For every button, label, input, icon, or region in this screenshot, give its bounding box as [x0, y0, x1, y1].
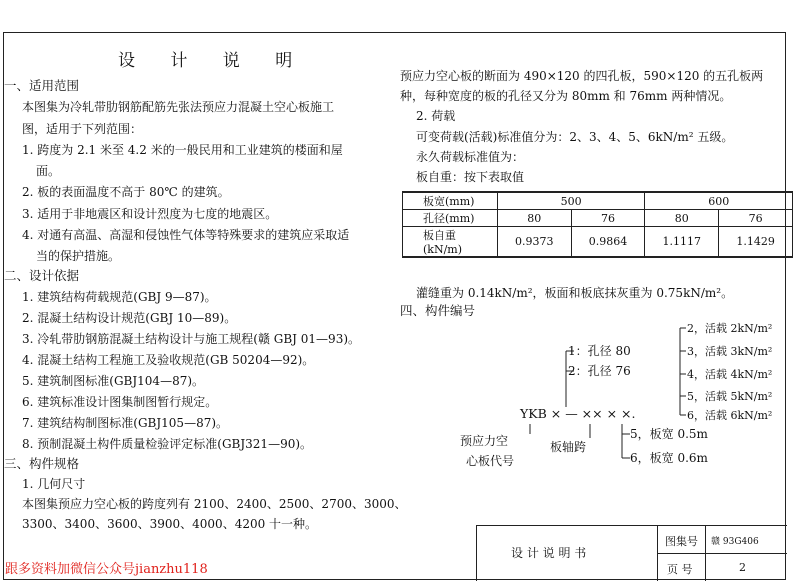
- table-row-label: 板宽(mm): [403, 192, 498, 210]
- section1-item: 当的保护措施。: [36, 249, 121, 263]
- span-label: 板轴跨: [550, 440, 587, 454]
- page-number-value: 2: [739, 561, 746, 574]
- section2-heading: 二、设计依据: [4, 268, 80, 283]
- section1-item: 3. 适用于非地震区和设计烈度为七度的地震区。: [22, 207, 278, 221]
- page-number-label: 页 号: [667, 563, 693, 576]
- section1-item: 1. 跨度为 2.1 米至 4.2 米的一般民用和工业建筑的楼面和屋: [22, 143, 343, 157]
- hole-76-label: 2：孔径 76: [568, 364, 631, 378]
- table-cell: 1.1429: [719, 227, 793, 258]
- table-cell: 600: [645, 192, 793, 210]
- width-06-label: 6，板宽 0.6m: [630, 451, 708, 465]
- table-row-label: 板自重(kN/m): [403, 227, 498, 258]
- code-label-line1: 预应力空: [460, 434, 509, 448]
- table-cell: 500: [497, 192, 645, 210]
- live-load-text: 可变荷载(活载)标准值分为：2、3、4、5、6kN/m² 五级。: [416, 130, 734, 144]
- table-cell: 0.9864: [571, 227, 645, 258]
- section3-paragraph-line2: 3300、3400、3600、3900、4000、4200 十一种。: [22, 517, 318, 531]
- hole-80-label: 1：孔径 80: [568, 344, 631, 358]
- table-row-label: 孔径(mm): [403, 210, 498, 227]
- section2-item: 1. 建筑结构荷载规范(GBJ 9—87)。: [22, 290, 217, 304]
- table-cell: 0.9373: [497, 227, 571, 258]
- live-load-option: 2，活载 2kN/m²: [687, 322, 773, 335]
- table-cell: 80: [645, 210, 719, 227]
- grout-weight-text: 灌缝重为 0.14kN/m²，板面和板底抹灰重为 0.75kN/m²。: [416, 286, 734, 300]
- component-code: YKB × — ×× × ×.: [520, 406, 636, 421]
- code-label-line2: 心板代号: [466, 454, 515, 468]
- page-title: 设 计 说 明: [118, 51, 308, 71]
- table-cell: 76: [719, 210, 793, 227]
- right-paragraph-line2: 种，每种宽度的板的孔径又分为 80mm 和 76mm 两种情况。: [400, 89, 732, 103]
- watermark-text: 跟多资料加微信公众号jianzhu118: [5, 562, 208, 577]
- section4-heading: 四、构件编号: [400, 303, 476, 318]
- right-paragraph-line1: 预应力空心板的断面为 490×120 的四孔板，590×120 的五孔板两: [400, 69, 764, 83]
- section3-paragraph-line1: 本图集预应力空心板的跨度列有 2100、2400、2500、2700、3000、: [22, 497, 407, 511]
- table-cell: 1.1117: [645, 227, 719, 258]
- section2-item: 6. 建筑标准设计图集制图暂行规定。: [22, 395, 218, 409]
- section1-item: 4. 对通有高温、高湿和侵蚀性气体等特殊要求的建筑应采取适: [22, 228, 350, 242]
- self-weight-table: [402, 191, 793, 258]
- table-cell: 76: [571, 210, 645, 227]
- live-load-option: 3，活载 3kN/m²: [687, 345, 773, 358]
- self-weight-text: 板自重：按下表取值: [416, 170, 525, 184]
- section3-subheading: 1. 几何尺寸: [22, 477, 86, 491]
- section2-item: 4. 混凝土结构工程施工及验收规范(GB 50204—92)。: [22, 353, 315, 367]
- section1-paragraph-line2: 图，适用于下列范围：: [22, 122, 143, 136]
- live-load-option: 5，活载 5kN/m²: [687, 390, 773, 403]
- atlas-number-label: 图集号: [665, 535, 698, 548]
- section2-item: 2. 混凝土结构设计规范(GBJ 10—89)。: [22, 311, 237, 325]
- title-block: [476, 525, 787, 581]
- atlas-number-value: 赣 93G406: [711, 537, 759, 547]
- section2-item: 3. 冷轧带肋钢筋混凝土结构设计与施工规程(赣 GBJ 01—93)。: [22, 332, 361, 346]
- numbering-diagram: [460, 320, 785, 480]
- width-05-label: 5，板宽 0.5m: [630, 427, 708, 441]
- section1-item: 面。: [36, 164, 61, 178]
- section3-heading: 三、构件规格: [4, 456, 80, 471]
- dead-load-text: 永久荷载标准值为：: [416, 150, 525, 164]
- section2-item: 8. 预制混凝土构件质量检验评定标准(GBJ321—90)。: [22, 437, 313, 451]
- live-load-option: 6，活载 6kN/m²: [687, 409, 773, 422]
- loads-subheading: 2. 荷载: [416, 109, 456, 123]
- live-load-option: 4，活载 4kN/m²: [687, 368, 773, 381]
- title-block-name: 设 计 说 明 书: [511, 546, 587, 560]
- section1-paragraph-line1: 本图集为冷轧带肋钢筋配筋先张法预应力混凝土空心板施工: [22, 100, 335, 114]
- section2-item: 5. 建筑制图标准(GBJ104—87)。: [22, 374, 205, 388]
- section1-item: 2. 板的表面温度不高于 80℃ 的建筑。: [22, 185, 230, 199]
- table-cell: 80: [497, 210, 571, 227]
- section2-item: 7. 建筑结构制图标准(GBJ105—87)。: [22, 416, 229, 430]
- section1-heading: 一、适用范围: [4, 78, 80, 93]
